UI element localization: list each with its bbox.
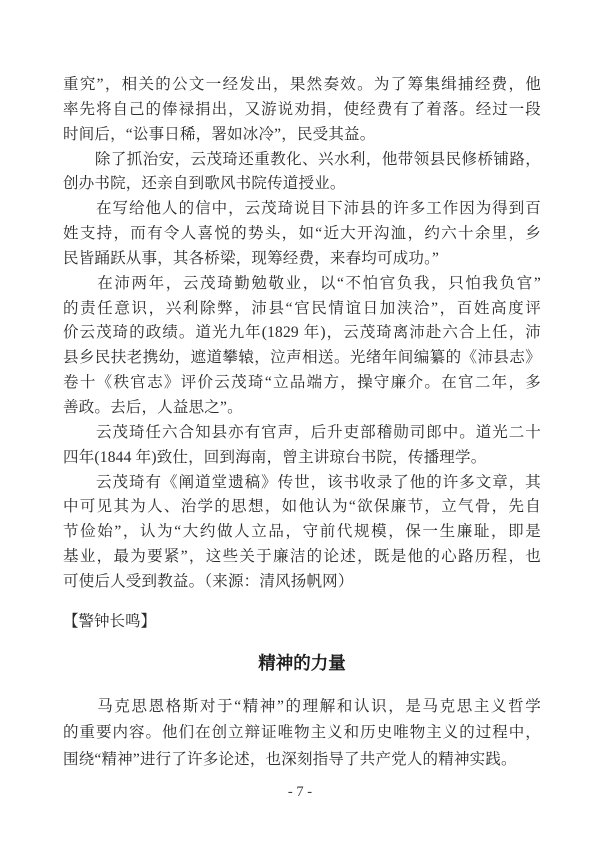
text-line: 价云茂琦的政绩。道光九年(1829 年)，云茂琦离沛赴六合上任，沛 <box>63 324 541 342</box>
text-line: 可使后人受到教益。（来源：清风扬帆网） <box>63 572 354 590</box>
article-title: 精神的力量 <box>258 652 346 673</box>
text-line: 基业，最为要紧”，这些关于廉洁的论述，既是他的心路历程，也 <box>63 548 541 566</box>
text-line: 的重要内容。他们在创立辩证唯物主义和历史唯物主义的过程中， <box>63 724 541 742</box>
page-number: - 7 - <box>287 784 313 800</box>
section-heading: 【警钟长鸣】 <box>63 612 157 630</box>
page-content <box>63 73 541 774</box>
text-line: 率先将自己的俸禄捐出，又游说劝捐，使经费有了着落。经过一段 <box>63 100 541 118</box>
text-line: 的责任意识，兴利除弊，沛县“官民情谊日加浃洽”，百姓高度评 <box>63 299 541 317</box>
text-line: 县乡民扶老携幼，遮道攀辕，泣声相送。光绪年间编纂的《沛县志》 <box>63 349 541 367</box>
text-line: 四年(1844 年)致仕，回到海南，曾主讲琼台书院，传播理学。 <box>63 448 487 466</box>
text-line: 围绕“精神”进行了许多论述，也深刻指导了共产党人的精神实践。 <box>63 751 517 769</box>
text-line: 马克思恩格斯对于“精神”的理解和认识，是马克思主义哲学 <box>63 697 541 715</box>
article-body <box>63 73 541 595</box>
text-line: 时间后，“讼事日稀，署如冰冷”，民受其益。 <box>63 125 376 143</box>
text-line: 在写给他人的信中，云茂琦说目下沛县的许多工作因为得到百 <box>63 200 541 218</box>
text-line: 节俭始”，认为“大约做人立品，守前代规模，保一生廉耻，即是 <box>63 523 541 541</box>
text-line: 民皆踊跃从事，其各桥梁，现筹经费，来春均可成功。” <box>63 249 440 267</box>
text-line: 云茂琦有《阐道堂遗稿》传世，该书收录了他的许多文章，其 <box>63 473 541 491</box>
text-line: 姓支持，而有令人喜悦的势头，如“近大开沟洫，约六十余里，乡 <box>63 225 541 243</box>
text-line: 在沛两年，云茂琦勤勉敬业，以“不怕官负我，只怕我负官” <box>63 274 541 292</box>
text-line: 创办书院，还亲自到歌风书院传道授业。 <box>63 175 346 193</box>
text-line: 卷十《秩官志》评价云茂琦“立品端方，操守廉介。在官二年，多 <box>63 374 541 392</box>
text-line: 中可见其为人、治学的思想，如他认为“欲保廉节，立气骨，先自 <box>63 498 541 516</box>
text-line: 重究”，相关的公文一经发出，果然奏效。为了筹集缉捕经费，他 <box>63 76 541 93</box>
text-line: 除了抓治安，云茂琦还重教化、兴水利，他带领县民修桥铺路， <box>63 150 541 168</box>
spirit-article-body <box>63 694 541 774</box>
text-line: 云茂琦任六合知县亦有官声，后升吏部稽勋司郎中。道光二十 <box>63 423 541 441</box>
text-line: 善政。去后，人益思之”。 <box>63 398 243 416</box>
